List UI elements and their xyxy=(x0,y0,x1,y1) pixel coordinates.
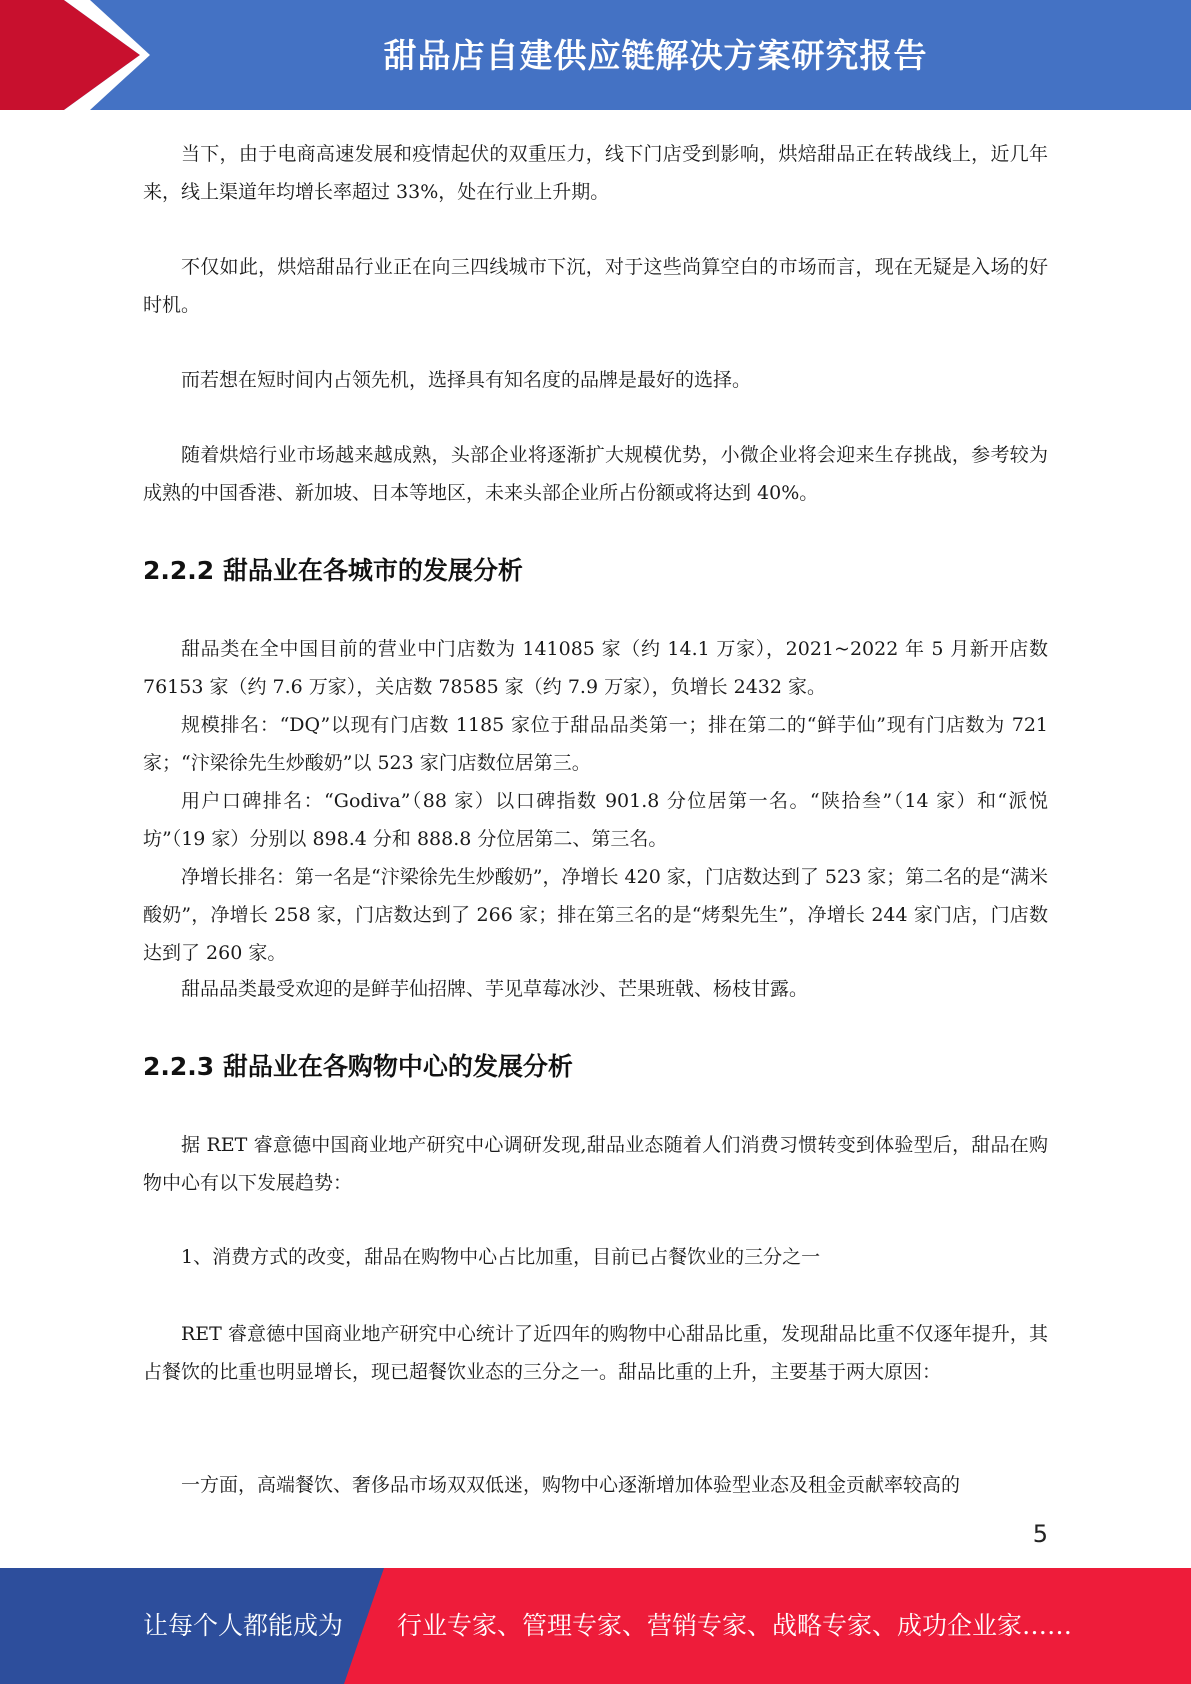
paragraph: 规模排名：“DQ”以现有门店数 1185 家位于甜品品类第一；排在第二的“鲜芋仙”现有门店数为 721 家；“汴梁徐先生炒酸奶”以 523 家门店数位居第三。 xyxy=(143,714,1048,774)
paragraph: 用户口碑排名：“Godiva”（88 家）以口碑指数 901.8 分位居第一名。“陕拾叁”（14 家）和“派悦坊”（19 家）分别以 898.4 分和 888.8 分位居第二、第三名。 xyxy=(143,790,1048,850)
paragraph: 一方面，高端餐饮、奢侈品市场双双低迷，购物中心逐渐增加体验型业态及租金贡献率较高的 xyxy=(181,1474,961,1496)
section-heading-2-2-3: 2.2.3 甜品业在各购物中心的发展分析 xyxy=(143,1052,573,1081)
paragraph: 而若想在短时间内占领先机，选择具有知名度的品牌是最好的选择。 xyxy=(181,369,752,391)
page-footer xyxy=(0,1568,1191,1684)
paragraph: 据 RET 睿意德中国商业地产研究中心调研发现,甜品业态随着人们消费习惯转变到体验型后，甜品在购物中心有以下发展趋势： xyxy=(143,1134,1048,1194)
paragraph: 甜品类在全中国目前的营业中门店数为 141085 家（约 14.1 万家），2021~2022 年 5 月新开店数 76153 家（约 7.6 万家），关店数 78585 家（约 7.9 万家），负增长 2432 家。 xyxy=(143,638,1048,698)
paragraph: 随着烘焙行业市场越来越成熟，头部企业将逐渐扩大规模优势，小微企业将会迎来生存挑战，参考较为成熟的中国香港、新加坡、日本等地区，未来头部企业所占份额或将达到 40%。 xyxy=(143,444,1048,504)
section-heading-2-2-2: 2.2.2 甜品业在各城市的发展分析 xyxy=(143,556,523,585)
page-header xyxy=(0,0,1191,110)
paragraph: 当下，由于电商高速发展和疫情起伏的双重压力，线下门店受到影响，烘焙甜品正在转战线上，近几年来，线上渠道年均增长率超过 33%，处在行业上升期。 xyxy=(143,143,1048,203)
footer-slogan-right: 行业专家、管理专家、营销专家、战略专家、成功企业家…… xyxy=(397,1611,1073,1640)
paragraph: RET 睿意德中国商业地产研究中心统计了近四年的购物中心甜品比重，发现甜品比重不仅逐年提升，其占餐饮的比重也明显增长，现已超餐饮业态的三分之一。甜品比重的上升，主要基于两大原因： xyxy=(143,1323,1048,1383)
header-arrow-decoration xyxy=(0,0,160,110)
paragraph: 甜品品类最受欢迎的是鲜芋仙招牌、芋见草莓冰沙、芒果班戟、杨枝甘露。 xyxy=(181,978,809,1000)
page-number: 5 xyxy=(1032,1520,1048,1548)
paragraph: 净增长排名：第一名是“汴梁徐先生炒酸奶”，净增长 420 家，门店数达到了 523 家；第二名的是“满米酸奶”，净增长 258 家，门店数达到了 266 家；排在第三名的是“烤梨先生”，净增长 244 家门店，门店数达到了 260 家。 xyxy=(143,866,1048,964)
footer-slogan-left: 让每个人都能成为 xyxy=(143,1611,344,1640)
paragraph: 不仅如此，烘焙甜品行业正在向三四线城市下沉，对于这些尚算空白的市场而言，现在无疑是入场的好时机。 xyxy=(143,256,1048,316)
header-title: 甜品店自建供应链解决方案研究报告 xyxy=(383,36,928,75)
paragraph: 1、消费方式的改变，甜品在购物中心占比加重，目前已占餐饮业的三分之一 xyxy=(181,1246,821,1268)
